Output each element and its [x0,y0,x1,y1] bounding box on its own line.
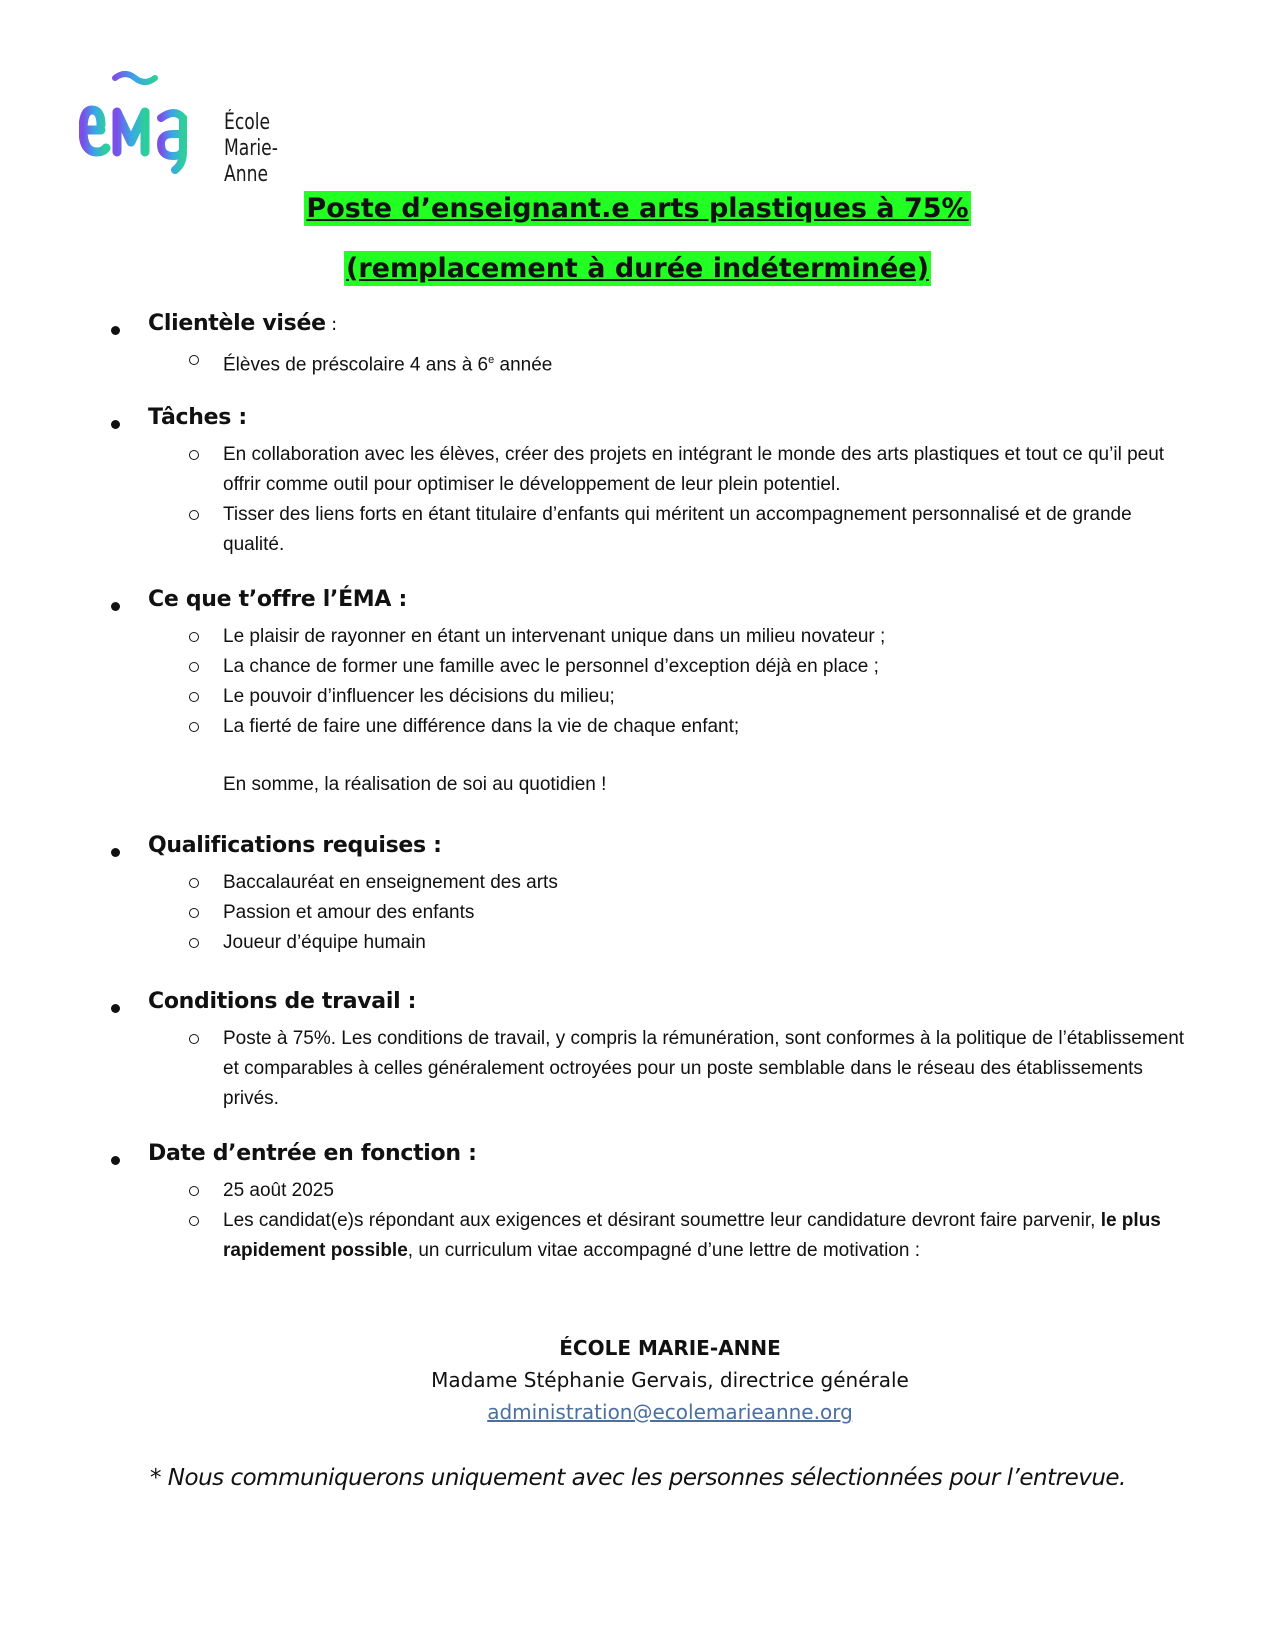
sub-bullet-icon [189,938,199,948]
list-item: Le plaisir de rayonner en étant un intervenant unique dans un milieu novateur ; [223,626,886,647]
list-item: Passion et amour des enfants [223,902,475,923]
title-line2-text: (remplacement à durée indéterminée) [346,253,929,284]
contact-email-link[interactable]: administration@ecolemarieanne.org [487,1400,853,1424]
sub-bullet-icon [189,878,199,888]
bullet-icon [111,1156,120,1165]
list-item: Les candidat(e)s répondant aux exigences et désirant soumettre leur candidature devront faire parvenir, le plus rapidement possible, un curriculum vitae accompagné d’une lettre de motivation : [223,1210,1161,1261]
list-item: Élèves de préscolaire 4 ans à 6e année [223,354,553,376]
list-item: En collaboration avec les élèves, créer des projets en intégrant le monde des arts plastiques et tout ce qu’il peut offrir comme outil pour optimiser le développement de leur plein potentiel. [223,444,1165,495]
list-item: La chance de former une famille avec le personnel d’exception déjà en place ; [223,656,879,677]
school-name [224,110,314,188]
list-item: La fierté de faire une différence dans la vie de chaque enfant; [223,716,740,737]
list-item: Joueur d’équipe humain [223,932,426,953]
bullet-icon [111,1004,120,1013]
page-title-line1 [0,193,1275,224]
bullet-icon [111,848,120,857]
section-heading-conditions: Conditions de travail : [148,989,417,1014]
ema-logo-mark-icon [79,70,209,175]
list-item: Tisser des liens forts en étant titulaire d’enfants qui méritent un accompagnement personnalisé et de grande qualité. [223,504,1132,555]
contact-director: Madame Stéphanie Gervais, directrice générale [431,1368,909,1392]
sub-bullet-icon [189,722,199,732]
sub-bullet-icon [189,632,199,642]
sub-bullet-icon [189,662,199,672]
offre-closing: En somme, la réalisation de soi au quotidien ! [223,774,607,795]
section-heading-taches: Tâches : [148,405,247,430]
title-line1-text: Poste d’enseignant.e arts plastiques à 75% [306,193,969,224]
section-heading-qualifications: Qualifications requises : [148,833,442,858]
sub-bullet-icon [189,1216,199,1226]
section-heading-offre: Ce que t’offre l’ÉMA : [148,587,407,612]
sub-bullet-icon [189,1034,199,1044]
list-item: Poste à 75%. Les conditions de travail, y compris la rémunération, sont conformes à la politique de l’établissement et comparables à celles généralement octroyées pour un poste semblable dans le réseau des établissements privés. [223,1028,1185,1109]
sub-bullet-icon [189,1186,199,1196]
sub-bullet-icon [189,692,199,702]
school-name-line2: Marie-Anne [224,136,278,187]
list-item: 25 août 2025 [223,1180,334,1201]
sub-bullet-icon [189,510,199,520]
sub-bullet-icon [189,908,199,918]
list-item: Baccalauréat en enseignement des arts [223,872,558,893]
page-title-line2 [0,253,1275,284]
section-heading-date: Date d’entrée en fonction : [148,1141,477,1166]
section-heading-clientele: Clientèle visée : [148,311,337,336]
bullet-icon [111,326,120,335]
bullet-icon [111,420,120,429]
list-item: Le pouvoir d’influencer les décisions du milieu; [223,686,615,707]
bullet-icon [111,602,120,611]
school-logo [79,70,339,187]
contact-school: ÉCOLE MARIE-ANNE [559,1336,781,1360]
sub-bullet-icon [189,355,199,365]
school-name-line1: École [224,110,271,135]
sub-bullet-icon [189,450,199,460]
footer-note: * Nous communiquerons uniquement avec les personnes sélectionnées pour l’entrevue. [150,1465,1126,1491]
